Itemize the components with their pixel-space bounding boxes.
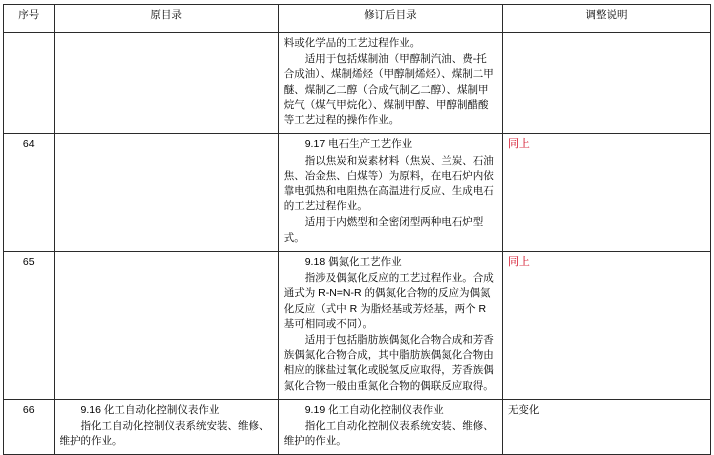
paragraph: 9.18 偶氮化工艺作业: [304, 255, 402, 268]
row-seq: 64: [4, 134, 55, 252]
column-header-adjustment-note: 调整说明: [502, 5, 710, 33]
note-text: 同上: [507, 138, 530, 151]
paragraph: 指化工自动化控制仪表系统安装、维修、维护的作业。: [283, 420, 494, 448]
column-header-seq: 序号: [4, 5, 55, 33]
revision-comparison-table: [3, 4, 711, 455]
note-text: 无变化: [507, 403, 540, 416]
row-new-catalog: [278, 251, 502, 399]
column-header-new-catalog: 修订后目录: [278, 5, 502, 33]
table-header-row: [4, 5, 711, 33]
row-old-catalog: [54, 33, 278, 134]
paragraph: 指化工自动化控制仪表系统安装、维修、维护的作业。: [59, 420, 270, 448]
paragraph: 指涉及偶氮化反应的工艺过程作业。合成通式为 R-N=N-R 的偶氮化合物的反应为偶氮化反应（式中 R 为脂烃基或芳烃基，两个 R 基可相同或不同）。: [283, 272, 494, 330]
row-old-catalog: [54, 251, 278, 399]
row-seq: [4, 33, 55, 134]
row-adjustment-note: [502, 134, 710, 252]
row-new-catalog: [278, 33, 502, 134]
column-header-old-catalog: 原目录: [54, 5, 278, 33]
table-row: [4, 134, 711, 252]
note-text: 同上: [507, 255, 530, 268]
row-old-catalog: [54, 399, 278, 455]
row-new-catalog: [278, 134, 502, 252]
paragraph: 适用于包括煤制油（甲醇制汽油、费-托合成油）、煤制烯烃（甲醇制烯烃）、煤制二甲醚、煤制乙二醇（合成气制乙二醇）、煤制甲烷气（煤气甲烷化）、煤制甲醇、甲醇制醋酸等工艺过程的操作作业。: [283, 53, 494, 127]
row-old-catalog: [54, 134, 278, 252]
paragraph: 指以焦炭和炭素材料（焦炭、兰炭、石油焦、冶金焦、白煤等）为原料，在电石炉内依靠电弧热和电阻热在高温进行反应、生成电石的工艺过程作业。: [283, 154, 494, 213]
paragraph: 适用于包括脂肪族偶氮化合物合成和芳香族偶氮化合物合成，其中脂肪族偶氮化合物由相应的脒盐过氧化或脱氢反应取得，芳香族偶氮化合物一般由重氮化合物的偶联反应取得。: [283, 333, 494, 392]
table-row: [4, 251, 711, 399]
paragraph: 9.19 化工自动化控制仪表作业: [304, 403, 444, 416]
row-seq: 66: [4, 399, 55, 455]
paragraph: 9.17 电石生产工艺作业: [304, 138, 413, 151]
table-row: [4, 399, 711, 455]
row-seq: 65: [4, 251, 55, 399]
row-new-catalog: [278, 399, 502, 455]
paragraph: 适用于内燃型和全密闭型两种电石炉型式。: [283, 216, 484, 244]
paragraph: 料或化学品的工艺过程作业。: [283, 37, 421, 49]
table-row: [4, 33, 711, 134]
row-adjustment-note: [502, 251, 710, 399]
row-adjustment-note: [502, 399, 710, 455]
paragraph: 9.16 化工自动化控制仪表作业: [80, 403, 220, 416]
row-adjustment-note: [502, 33, 710, 134]
